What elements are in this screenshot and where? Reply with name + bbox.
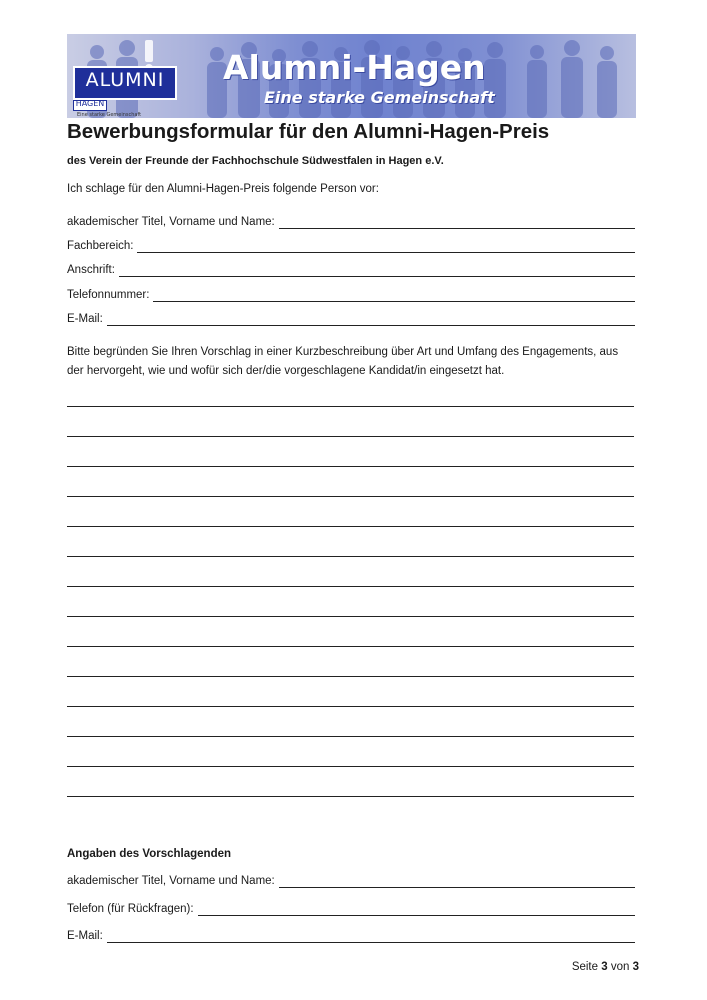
proposer-phone-field[interactable] [67, 900, 635, 916]
field-label: Telefonnummer: [67, 289, 150, 301]
justification-line[interactable] [67, 676, 634, 677]
justification-line[interactable] [67, 406, 634, 407]
justification-line[interactable] [67, 616, 634, 617]
field-label: akademischer Titel, Vorname und Name: [67, 216, 275, 228]
justification-line[interactable] [67, 796, 634, 797]
page-total: 3 [632, 961, 639, 973]
nominee-phone-field[interactable] [67, 286, 635, 302]
document-title: Bewerbungsformular für den Alumni-Hagen-Preis [67, 120, 550, 143]
field-input-line[interactable] [198, 903, 635, 916]
document-subtitle: des Verein der Freunde der Fachhochschule Südwestfalen in Hagen e.V. [67, 155, 444, 167]
field-label: Anschrift: [67, 264, 115, 276]
justification-line[interactable] [67, 496, 634, 497]
justification-line[interactable] [67, 706, 634, 707]
logo-tagline: Eine starke Gemeinschaft [77, 112, 142, 118]
nominee-department-field[interactable] [67, 237, 635, 253]
justification-line[interactable] [67, 466, 634, 467]
intro-text: Ich schlage für den Alumni-Hagen-Preis folgende Person vor: [67, 183, 379, 195]
field-label: akademischer Titel, Vorname und Name: [67, 875, 275, 887]
justification-line[interactable] [67, 586, 634, 587]
page-current: 3 [601, 961, 608, 973]
field-input-line[interactable] [153, 289, 635, 302]
field-input-line[interactable] [107, 313, 635, 326]
proposer-name-field[interactable] [67, 872, 635, 888]
logo-text: ALUMNI [85, 69, 165, 91]
justification-instructions: Bitte begründen Sie Ihren Vorschlag in einer Kurzbeschreibung über Art und Umfang des Engagements, aus der hervorgeht, wie und wofür sich der/die vorgeschlagene Kandidat/in eingesetzt hat. [67, 346, 619, 377]
field-label: Telefon (für Rückfragen): [67, 903, 194, 915]
field-input-line[interactable] [119, 264, 635, 277]
alumni-logo [73, 66, 177, 100]
justification-line[interactable] [67, 556, 634, 557]
nominee-name-field[interactable] [67, 213, 635, 229]
justification-line[interactable] [67, 526, 634, 527]
justification-line[interactable] [67, 646, 634, 647]
justification-line[interactable] [67, 736, 634, 737]
banner-title: Alumni-Hagen [223, 48, 486, 87]
field-input-line[interactable] [137, 240, 635, 253]
proposer-email-field[interactable] [67, 927, 635, 943]
nominee-email-field[interactable] [67, 310, 635, 326]
of-word: von [610, 961, 630, 973]
justification-line[interactable] [67, 436, 634, 437]
header-banner [67, 34, 636, 118]
banner-subtitle: Eine starke Gemeinschaft [264, 88, 495, 107]
field-input-line[interactable] [279, 875, 635, 888]
nominee-address-field[interactable] [67, 261, 635, 277]
proposer-heading: Angaben des Vorschlagenden [67, 848, 232, 860]
page-word: Seite [571, 961, 599, 973]
field-input-line[interactable] [107, 930, 635, 943]
field-input-line[interactable] [279, 216, 635, 229]
logo-sub-text: HAGEN [75, 99, 105, 108]
field-label: Fachbereich: [67, 240, 134, 252]
field-label: E-Mail: [67, 313, 103, 325]
field-label: E-Mail: [67, 930, 103, 942]
page-number [572, 961, 639, 973]
logo-sub-box [73, 100, 107, 111]
justification-line[interactable] [67, 766, 634, 767]
